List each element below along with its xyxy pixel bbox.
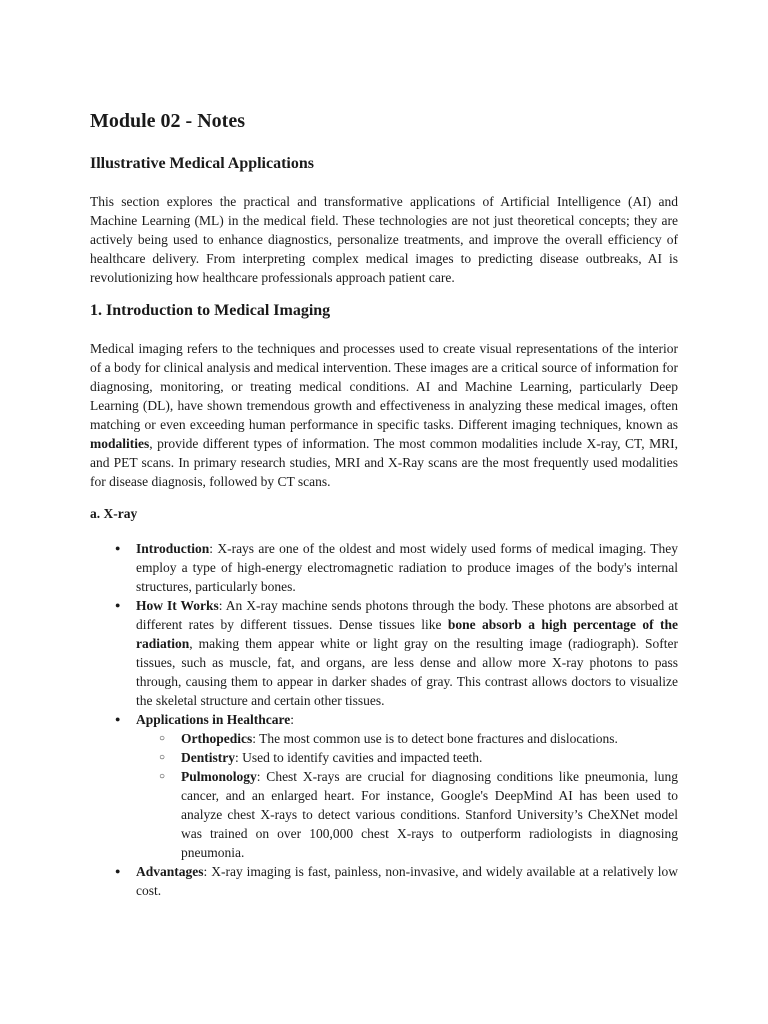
how-it-works-text-2: , making them appear white or light gray on the resulting image (radiograph). Softer tissues, such as muscle, fat, and organs, are less dense and allow more X-ray photons to pass through, causing them to appear in darker shades of gray. This contrast allows doctors to visualize the skeletal structure and certain other tissues. — [136, 636, 678, 708]
how-it-works-label: How It Works — [136, 598, 219, 613]
introduction-label: Introduction — [136, 541, 210, 556]
list-item-advantages — [90, 862, 678, 900]
orthopedics-text: : The most common use is to detect bone fractures and dislocations. — [252, 731, 618, 746]
how-it-works-text-1: : An X-ray machine sends photons through the body. These photons are absorbed at different rates by different tissues. Dense tissues like — [136, 598, 679, 632]
pulmonology-label: Pulmonology — [181, 769, 257, 784]
xray-bullet-list — [90, 539, 678, 900]
dentistry-text: : Used to identify cavities and impacted teeth. — [235, 750, 483, 765]
page-title: Module 02 - Notes — [90, 110, 245, 132]
applications-label: Applications in Healthcare — [136, 712, 291, 727]
imaging-bold-modalities: modalities — [90, 436, 150, 451]
imaging-paragraph — [90, 339, 678, 491]
intro-paragraph: This section explores the practical and transformative applications of Artificial Intelligence (AI) and Machine Learning (ML) in the medical field. These technologies are not just theoretical concepts; they are actively being used to enhance diagnostics, personalize treatments, and improve the overall efficiency of healthcare delivery. From interpreting complex medical images to predicting disease outbreaks, AI is revolutionizing how healthcare professionals approach patient care. — [90, 194, 678, 285]
advantages-label: Advantages — [136, 864, 204, 879]
sublist-item-dentistry — [136, 748, 678, 767]
applications-suffix: : — [290, 712, 295, 727]
advantages-text: : X-ray imaging is fast, painless, non-invasive, and widely available at a relatively low cost. — [136, 864, 678, 898]
dentistry-label: Dentistry — [181, 750, 235, 765]
applications-sublist — [136, 729, 678, 862]
xray-heading: a. X-ray — [90, 506, 138, 521]
orthopedics-label: Orthopedics — [181, 731, 253, 746]
sublist-item-pulmonology — [136, 767, 678, 862]
list-item-how-it-works — [90, 596, 678, 710]
imaging-text-1: Medical imaging refers to the techniques and processes used to create visual representations of the interior of a body for clinical analysis and medical intervention. These images are a critical source of information for diagnosing, monitoring, or treating medical conditions. AI and Machine Learning, particularly Deep Learning (DL), have shown tremendous growth and effectiveness in analyzing these medical images, often matching or even exceeding human performance in specific tasks. Different imaging techniques, known as — [90, 341, 678, 432]
sublist-item-orthopedics — [136, 729, 678, 748]
imaging-text-2: , provide different types of information. The most common modalities include X-ray, CT, MRI, and PET scans. In primary research studies, MRI and X-Ray scans are the most frequently used modalities for disease diagnosis, followed by CT scans. — [90, 436, 678, 489]
how-it-works-bold: bone absorb a high percentage of the radiation — [136, 617, 678, 651]
document-page — [90, 108, 678, 900]
pulmonology-text: : Chest X-rays are crucial for diagnosing conditions like pneumonia, lung cancer, and an enlarged heart. For instance, Google's DeepMind AI has been used to analyze chest X-rays to detect various conditions. Stanford University’s CheXNet model was trained on over 100,000 chest X-rays to outperform radiologists in diagnosing pneumonia. — [181, 769, 678, 860]
imaging-heading: 1. Introduction to Medical Imaging — [90, 302, 331, 319]
section-heading: Illustrative Medical Applications — [90, 155, 314, 172]
list-item-applications — [90, 710, 678, 862]
list-item-introduction — [90, 539, 678, 596]
introduction-text: : X-rays are one of the oldest and most widely used forms of medical imaging. They employ a type of high-energy electromagnetic radiation to produce images of the body's internal structures, particularly bones. — [136, 541, 678, 594]
